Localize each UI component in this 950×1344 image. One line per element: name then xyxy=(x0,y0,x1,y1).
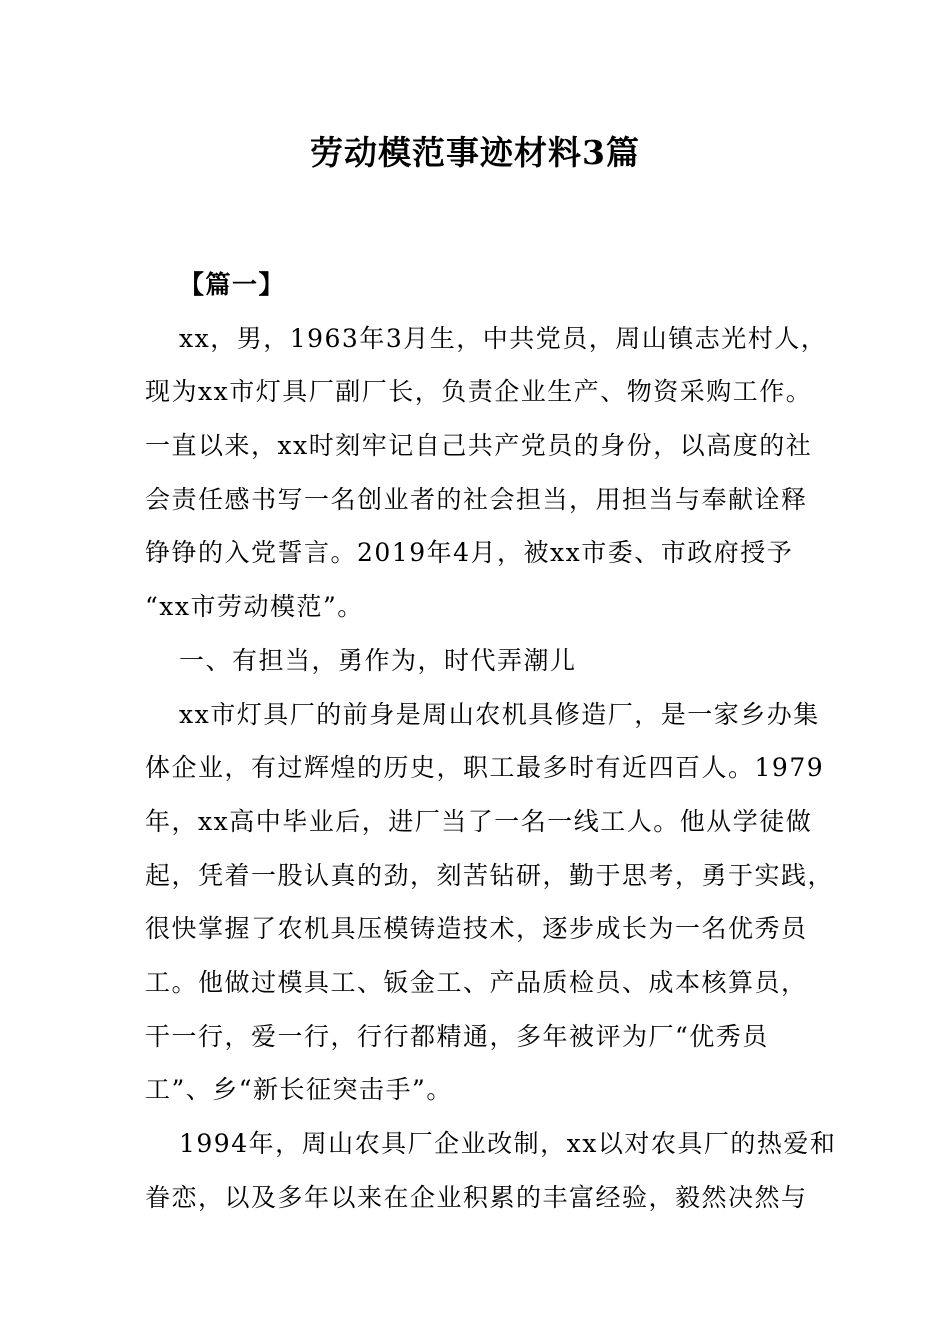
paragraph-2 xyxy=(145,688,835,1118)
paragraph-line: 工。他做过模具工、钣金工、产品质检员、成本核算员， xyxy=(145,967,808,997)
paragraph-1 xyxy=(145,312,828,634)
paragraph-line: 体企业，有过辉煌的历史，职工最多时有近四百人。1979 xyxy=(145,753,825,783)
paragraph-line: 很快掌握了农机具压模铸造技术，逐步成长为一名优秀员 xyxy=(145,914,808,944)
document-body xyxy=(145,258,837,1224)
section-heading: 一、有担当，勇作为，时代弄潮儿 xyxy=(179,645,577,675)
paragraph-line: xx，男，1963年3月生，中共党员，周山镇志光村人， xyxy=(179,323,828,353)
paragraph-line: 现为xx市灯具厂副厂长，负责企业生产、物资采购工作。 xyxy=(145,377,813,407)
paragraph-line: 1994年，周山农具厂企业改制，xx以对农具厂的热爱和 xyxy=(179,1129,837,1158)
paragraph-line: 起，凭着一股认真的劲，刻苦钻研，勤于思考，勇于实践， xyxy=(145,860,835,890)
document-title: 劳动模范事迹材料3篇 xyxy=(310,133,640,172)
paragraph-line: 一直以来，xx时刻牢记自己共产党员的身份，以高度的社 xyxy=(145,431,813,461)
section-label: 【篇一】 xyxy=(179,270,286,299)
paragraph-3 xyxy=(145,1117,837,1224)
paragraph-line: 年，xx高中毕业后，进厂当了一名一线工人。他从学徒做 xyxy=(145,806,813,836)
paragraph-line: 干一行，爱一行，行行都精通，多年被评为厂“优秀员 xyxy=(145,1021,769,1051)
paragraph-line: 会责任感书写一名创业者的社会担当，用担当与奉献诠释 xyxy=(145,484,808,514)
paragraph-line: “xx市劳动模范”。 xyxy=(145,592,364,622)
paragraph-line: 眷恋，以及多年以来在企业积累的丰富经验，毅然决然与 xyxy=(145,1182,808,1212)
paragraph-line: xx市灯具厂的前身是周山农机具修造厂，是一家乡办集 xyxy=(179,699,820,729)
paragraph-line: 工”、乡“新长征突击手”。 xyxy=(145,1075,453,1105)
paragraph-line: 铮铮的入党誓言。2019年4月，被xx市委、市政府授予 xyxy=(145,538,794,568)
